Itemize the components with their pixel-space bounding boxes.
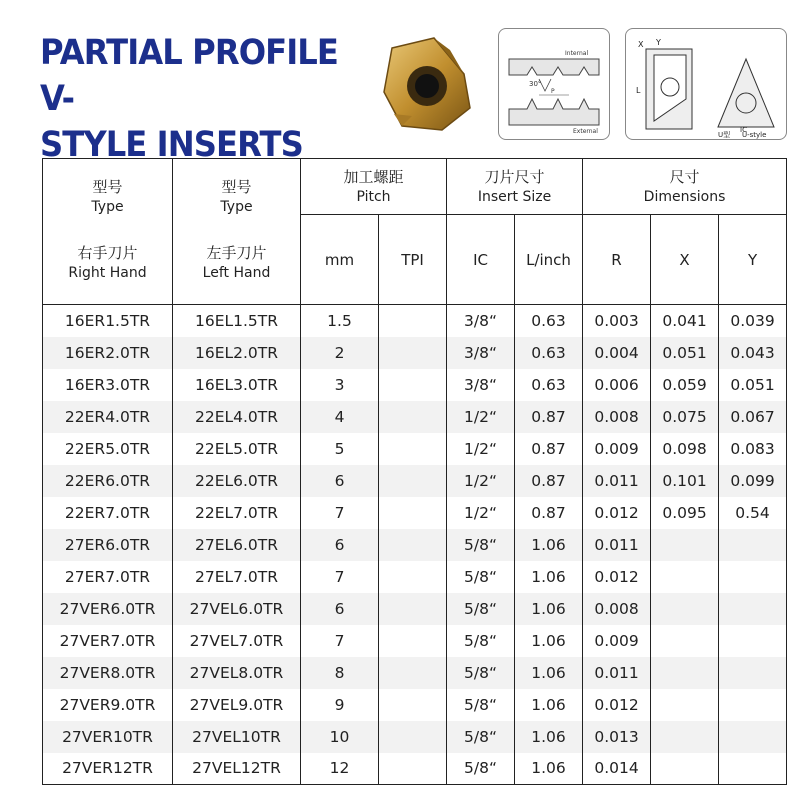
table-cell: 5/8“ [447, 529, 515, 561]
table-cell [379, 369, 447, 401]
table-cell: 1.06 [515, 625, 583, 657]
table-cell: 0.013 [583, 721, 651, 753]
table-cell: 0.043 [719, 337, 787, 369]
table-row [43, 337, 787, 369]
table-cell: 22EL4.0TR [173, 401, 301, 433]
table-cell: 0.011 [583, 529, 651, 561]
table-cell: 3/8“ [447, 337, 515, 369]
table-cell: 1.06 [515, 753, 583, 785]
table-cell: 0.067 [719, 401, 787, 433]
table-cell: 16EL3.0TR [173, 369, 301, 401]
table-cell [379, 721, 447, 753]
table-cell: 22EL6.0TR [173, 465, 301, 497]
title-line-2: STYLE INSERTS [40, 125, 303, 165]
table-cell: 0.098 [651, 433, 719, 465]
table-row [43, 689, 787, 721]
col-r: R [583, 215, 651, 305]
table-cell: 5 [301, 433, 379, 465]
table-cell: 27EL7.0TR [173, 561, 301, 593]
table-cell: 27VEL8.0TR [173, 657, 301, 689]
table-cell: 27VER8.0TR [43, 657, 173, 689]
page-title [40, 30, 353, 168]
table-cell: 0.003 [583, 305, 651, 337]
table-cell: 27VEL10TR [173, 721, 301, 753]
external-label: External [573, 128, 598, 135]
table-cell: 0.101 [651, 465, 719, 497]
table-cell: 5/8“ [447, 625, 515, 657]
table-row [43, 593, 787, 625]
col-l-inch: L/inch [515, 215, 583, 305]
col-ic: IC [447, 215, 515, 305]
table-cell: 27VEL7.0TR [173, 625, 301, 657]
table-cell: 0.039 [719, 305, 787, 337]
table-cell: 27EL6.0TR [173, 529, 301, 561]
table-cell [651, 753, 719, 785]
table-cell: 5/8“ [447, 689, 515, 721]
table-cell [379, 753, 447, 785]
table-cell: 22ER5.0TR [43, 433, 173, 465]
table-cell: 0.008 [583, 401, 651, 433]
dimensions-diagram [625, 28, 787, 140]
l-label: L [636, 86, 641, 95]
table-cell: 0.051 [651, 337, 719, 369]
table-cell [651, 593, 719, 625]
table-row [43, 401, 787, 433]
table-row [43, 753, 787, 785]
pitch-group-header: 加工螺距 Pitch [301, 159, 447, 215]
table-cell: 2 [301, 337, 379, 369]
table-cell: 27VER7.0TR [43, 625, 173, 657]
table-cell: 16EL2.0TR [173, 337, 301, 369]
pitch-label: P [551, 88, 555, 95]
table-cell [379, 337, 447, 369]
x-label: X [638, 40, 644, 49]
table-cell: 0.009 [583, 433, 651, 465]
table-cell: 0.059 [651, 369, 719, 401]
table-cell: 16ER3.0TR [43, 369, 173, 401]
table-cell: 5/8“ [447, 721, 515, 753]
table-cell: 1.06 [515, 721, 583, 753]
dimensions-group-header: 尺寸 Dimensions [583, 159, 787, 215]
table-cell [719, 753, 787, 785]
table-cell [379, 561, 447, 593]
table-cell: 6 [301, 593, 379, 625]
col-y: Y [719, 215, 787, 305]
table-cell: 27VEL6.0TR [173, 593, 301, 625]
table-cell: 22ER6.0TR [43, 465, 173, 497]
spec-table [42, 158, 787, 785]
table-cell: 1/2“ [447, 497, 515, 529]
table-cell: 0.87 [515, 433, 583, 465]
table-cell: 5/8“ [447, 561, 515, 593]
table-cell: 0.014 [583, 753, 651, 785]
table-cell: 8 [301, 657, 379, 689]
table-cell: 0.041 [651, 305, 719, 337]
table-cell: 1/2“ [447, 401, 515, 433]
table-cell: 1/2“ [447, 465, 515, 497]
table-cell: 0.63 [515, 337, 583, 369]
table-cell: 0.099 [719, 465, 787, 497]
table-cell [379, 465, 447, 497]
table-cell [719, 689, 787, 721]
table-cell: 16ER1.5TR [43, 305, 173, 337]
table-cell: 0.63 [515, 305, 583, 337]
table-cell: 1.5 [301, 305, 379, 337]
table-cell [719, 721, 787, 753]
table-cell [379, 593, 447, 625]
table-cell: 1.06 [515, 561, 583, 593]
table-cell: 0.87 [515, 497, 583, 529]
table-row [43, 497, 787, 529]
u-type-label: U型 [718, 131, 731, 139]
table-cell [651, 625, 719, 657]
table-cell: 1.06 [515, 657, 583, 689]
insert-size-group-header: 刀片尺寸 Insert Size [447, 159, 583, 215]
table-cell: 27ER6.0TR [43, 529, 173, 561]
insert-photo [372, 30, 482, 138]
table-cell: 16EL1.5TR [173, 305, 301, 337]
table-cell: 0.075 [651, 401, 719, 433]
table-cell: 0.004 [583, 337, 651, 369]
table-cell: 10 [301, 721, 379, 753]
table-cell [379, 689, 447, 721]
table-cell [379, 305, 447, 337]
table-cell [379, 529, 447, 561]
table-cell [651, 689, 719, 721]
table-cell [379, 625, 447, 657]
table-cell: 27VEL9.0TR [173, 689, 301, 721]
table-cell: 22ER7.0TR [43, 497, 173, 529]
table-cell: 0.008 [583, 593, 651, 625]
table-cell: 1.06 [515, 689, 583, 721]
table-cell: 3/8“ [447, 369, 515, 401]
table-cell: 7 [301, 561, 379, 593]
table-cell [651, 657, 719, 689]
table-cell: 1/2“ [447, 433, 515, 465]
table-cell [651, 529, 719, 561]
table-cell: 22EL7.0TR [173, 497, 301, 529]
table-cell [379, 657, 447, 689]
table-cell: 4 [301, 401, 379, 433]
table-cell: 3 [301, 369, 379, 401]
table-cell: 0.011 [583, 465, 651, 497]
table-cell: 0.051 [719, 369, 787, 401]
col-x: X [651, 215, 719, 305]
table-row [43, 561, 787, 593]
table-cell: 5/8“ [447, 657, 515, 689]
table-row [43, 657, 787, 689]
table-cell: 27VER12TR [43, 753, 173, 785]
table-cell: 1.06 [515, 529, 583, 561]
table-cell: 0.54 [719, 497, 787, 529]
table-cell: 27ER7.0TR [43, 561, 173, 593]
table-cell [719, 593, 787, 625]
table-cell: 0.011 [583, 657, 651, 689]
table-cell: 0.009 [583, 625, 651, 657]
table-cell: 22EL5.0TR [173, 433, 301, 465]
table-row [43, 625, 787, 657]
table-cell: 12 [301, 753, 379, 785]
table-cell [651, 561, 719, 593]
u-style-label: U-style [742, 131, 767, 139]
thread-profile-diagram [498, 28, 610, 140]
table-cell: 27VER9.0TR [43, 689, 173, 721]
table-cell: 16ER2.0TR [43, 337, 173, 369]
table-row [43, 433, 787, 465]
table-cell: 3/8“ [447, 305, 515, 337]
table-cell: 22ER4.0TR [43, 401, 173, 433]
table-cell: 6 [301, 529, 379, 561]
table-cell: 0.012 [583, 689, 651, 721]
table-cell: 27VEL12TR [173, 753, 301, 785]
table-cell [719, 657, 787, 689]
col-mm: mm [301, 215, 379, 305]
table-cell [719, 625, 787, 657]
table-row [43, 721, 787, 753]
table-cell: 6 [301, 465, 379, 497]
type-left-header: 型号 Type 左手刀片 Left Hand [173, 159, 301, 305]
table-cell: 9 [301, 689, 379, 721]
table-cell [719, 529, 787, 561]
table-cell [379, 497, 447, 529]
table-cell [719, 561, 787, 593]
table-cell: 5/8“ [447, 753, 515, 785]
table-cell [379, 433, 447, 465]
table-cell: 7 [301, 625, 379, 657]
table-cell: 1.06 [515, 593, 583, 625]
col-tpi: TPI [379, 215, 447, 305]
table-cell: 5/8“ [447, 593, 515, 625]
table-row [43, 369, 787, 401]
table-row [43, 529, 787, 561]
type-right-header: 型号 Type 右手刀片 Right Hand [43, 159, 173, 305]
internal-label: Internal [565, 50, 589, 57]
angle-label: 30° [529, 80, 542, 88]
table-cell: 27VER6.0TR [43, 593, 173, 625]
table-cell: 7 [301, 497, 379, 529]
table-cell: 0.012 [583, 561, 651, 593]
table-cell: 0.012 [583, 497, 651, 529]
ic-label: IC [740, 126, 747, 134]
table-row [43, 465, 787, 497]
table-row [43, 305, 787, 337]
table-cell: 0.083 [719, 433, 787, 465]
table-cell [651, 721, 719, 753]
table-cell: 0.87 [515, 465, 583, 497]
y-label: Y [656, 38, 661, 47]
table-cell: 0.006 [583, 369, 651, 401]
title-line-1: PARTIAL PROFILE V- [40, 33, 338, 119]
table-cell: 0.63 [515, 369, 583, 401]
table-cell: 0.87 [515, 401, 583, 433]
table-cell: 0.095 [651, 497, 719, 529]
table-cell: 27VER10TR [43, 721, 173, 753]
table-cell [379, 401, 447, 433]
